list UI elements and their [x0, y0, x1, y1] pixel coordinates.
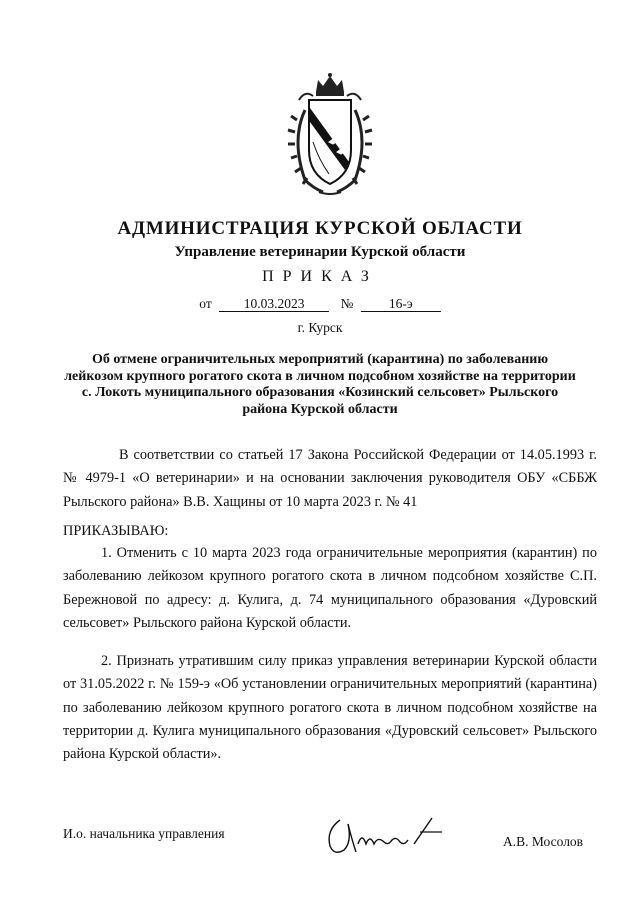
coat-of-arms-icon — [283, 70, 377, 198]
order-item-1: 1. Отменить с 10 марта 2023 года ограничительные мероприятия (карантин) по заболеванию лейкозом крупного рогатого скота в личном подсобном хозяйстве С.П. Бережновой по адресу: д. Кулига, д. 74 муниципального образования «Дуровский сельсовет» Рыльского района Курской области. — [63, 545, 597, 631]
document-number: 16-э — [361, 297, 441, 312]
document-date: 10.03.2023 — [219, 297, 329, 312]
department-name: Управление ветеринарии Курской области — [174, 244, 466, 260]
signatory-role: И.о. начальника управления — [63, 826, 225, 841]
order-item-2: 2. Признать утратившим силу приказ управления ветеринарии Курской области от 31.05.2022 г. № 159-э «Об установлении ограничительных мероприятий (карантина) по заболеванию лейкозом крупного рогатого скота в личном подсобном хозяйстве на территории д. Кулига муниципального образования «Дуровский сельсовет» Рыльского района Курской области». — [63, 653, 597, 763]
handwritten-signature-icon — [322, 810, 450, 862]
city-name: г. Курск — [297, 320, 343, 335]
date-number-line — [0, 296, 640, 312]
document-heading: Об отмене ограничительных мероприятий (карантина) по заболеванию лейкозом крупного рогатого скота в личном подсобном хозяйстве на территории с. Локоть муниципального образования «Козинский сельсовет» Рыльского района Курской области — [64, 352, 576, 417]
date-prefix: от — [199, 296, 212, 311]
document-type: ПРИКАЗ — [262, 268, 378, 285]
signatory-name: А.В. Мосолов — [503, 834, 584, 849]
number-prefix: № — [340, 296, 354, 311]
order-word: ПРИКАЗЫВАЮ: — [63, 523, 169, 539]
organization-title: АДМИНИСТРАЦИЯ КУРСКОЙ ОБЛАСТИ — [117, 218, 523, 239]
preamble-paragraph: В соответствии со статьей 17 Закона Российской Федерации от 14.05.1993 г. № 4979-1 «О ветеринарии» и на основании заключения руководителя ОБУ «СББЖ Рыльского района» В.В. Хащины от 10 марта 2023 г. № 41 — [63, 447, 597, 510]
